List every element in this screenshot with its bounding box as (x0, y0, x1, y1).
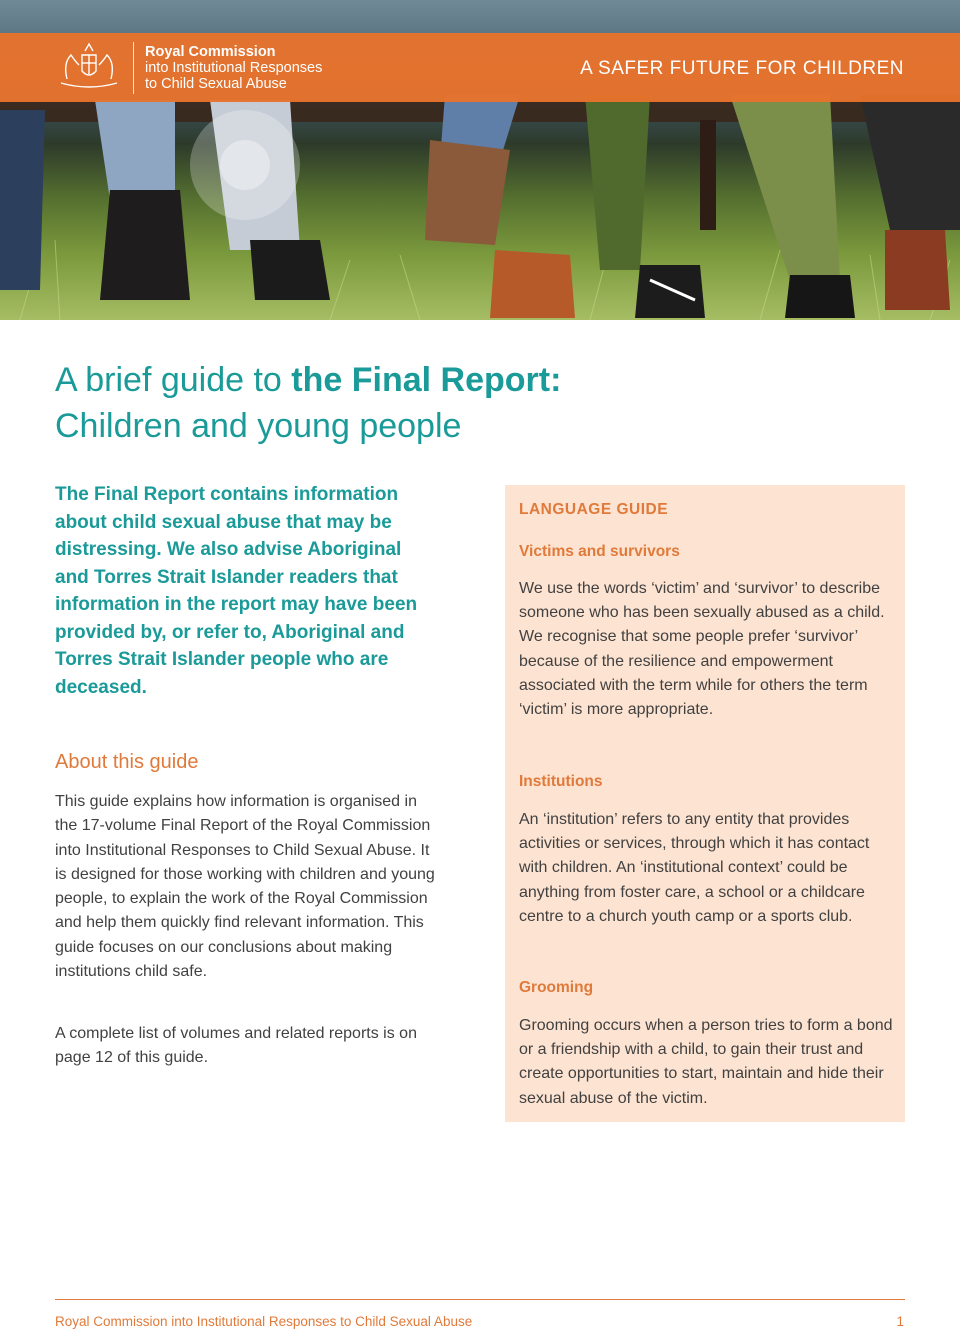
title-part2: the Final Report: (291, 361, 562, 399)
page-number: 1 (896, 1314, 904, 1329)
guide-heading-institutions: Institutions (519, 773, 603, 790)
tagline: A SAFER FUTURE FOR CHILDREN (580, 58, 904, 79)
page-title (55, 357, 561, 449)
header-divider (133, 42, 134, 94)
footer-text: Royal Commission into Institutional Responses to Child Sexual Abuse (55, 1314, 473, 1329)
guide-text-grooming: Grooming occurs when a person tries to form a bond or a friendship with a child, to gain their trust and create opportunities to start, maintain and hide their sexual abuse of the victim. (519, 1017, 893, 1107)
guide-heading-victims: Victims and survivors (519, 543, 680, 560)
guide-heading-grooming: Grooming (519, 979, 594, 996)
org-name-line3: to Child Sexual Abuse (145, 76, 287, 92)
org-name-line2: into Institutional Responses (145, 60, 323, 76)
title-part1: A brief guide to (55, 361, 292, 399)
organisation-name (145, 44, 322, 92)
org-name-line1: Royal Commission (145, 44, 276, 60)
language-guide-box (505, 485, 905, 1122)
language-guide-title: LANGUAGE GUIDE (519, 501, 669, 518)
guide-text-victims: We use the words ‘victim’ and ‘survivor’ to describe someone who has been sexually abused as a child. We recognise that some people prefer ‘survivor’ because of the resilience and empowerment associated with the term while for others the term ‘victim’ is more appropriate. (519, 580, 885, 719)
coat-of-arms-icon (55, 41, 123, 93)
about-paragraph-2: A complete list of volumes and related reports is on page 12 of this guide. (55, 1025, 417, 1067)
about-heading: About this guide (55, 751, 199, 773)
content-warning: The Final Report contains information about child sexual abuse that may be distressing. We also advise Aboriginal and Torres Strait Islander readers that information in the report may have been provided by, or refer to, Aboriginal and Torres Strait Islander people who are deceased. (55, 484, 418, 698)
about-paragraph-1: This guide explains how information is organised in the 17-volume Final Report of the Royal Commission into Institutional Responses to Child Sexual Abuse. It is designed for those working with children and young people, to explain the work of the Royal Commission and help them quickly find relevant information. This guide focuses on our conclusions about making institutions child safe. (55, 793, 435, 981)
guide-text-institutions: An ‘institution’ refers to any entity that provides activities or services, through which it has contact with children. An ‘institutional context’ could be anything from foster care, a school or a childcare centre to a church youth camp or a sports club. (519, 811, 870, 925)
title-subtitle: Children and young people (55, 407, 462, 445)
footer-divider (55, 1299, 905, 1300)
